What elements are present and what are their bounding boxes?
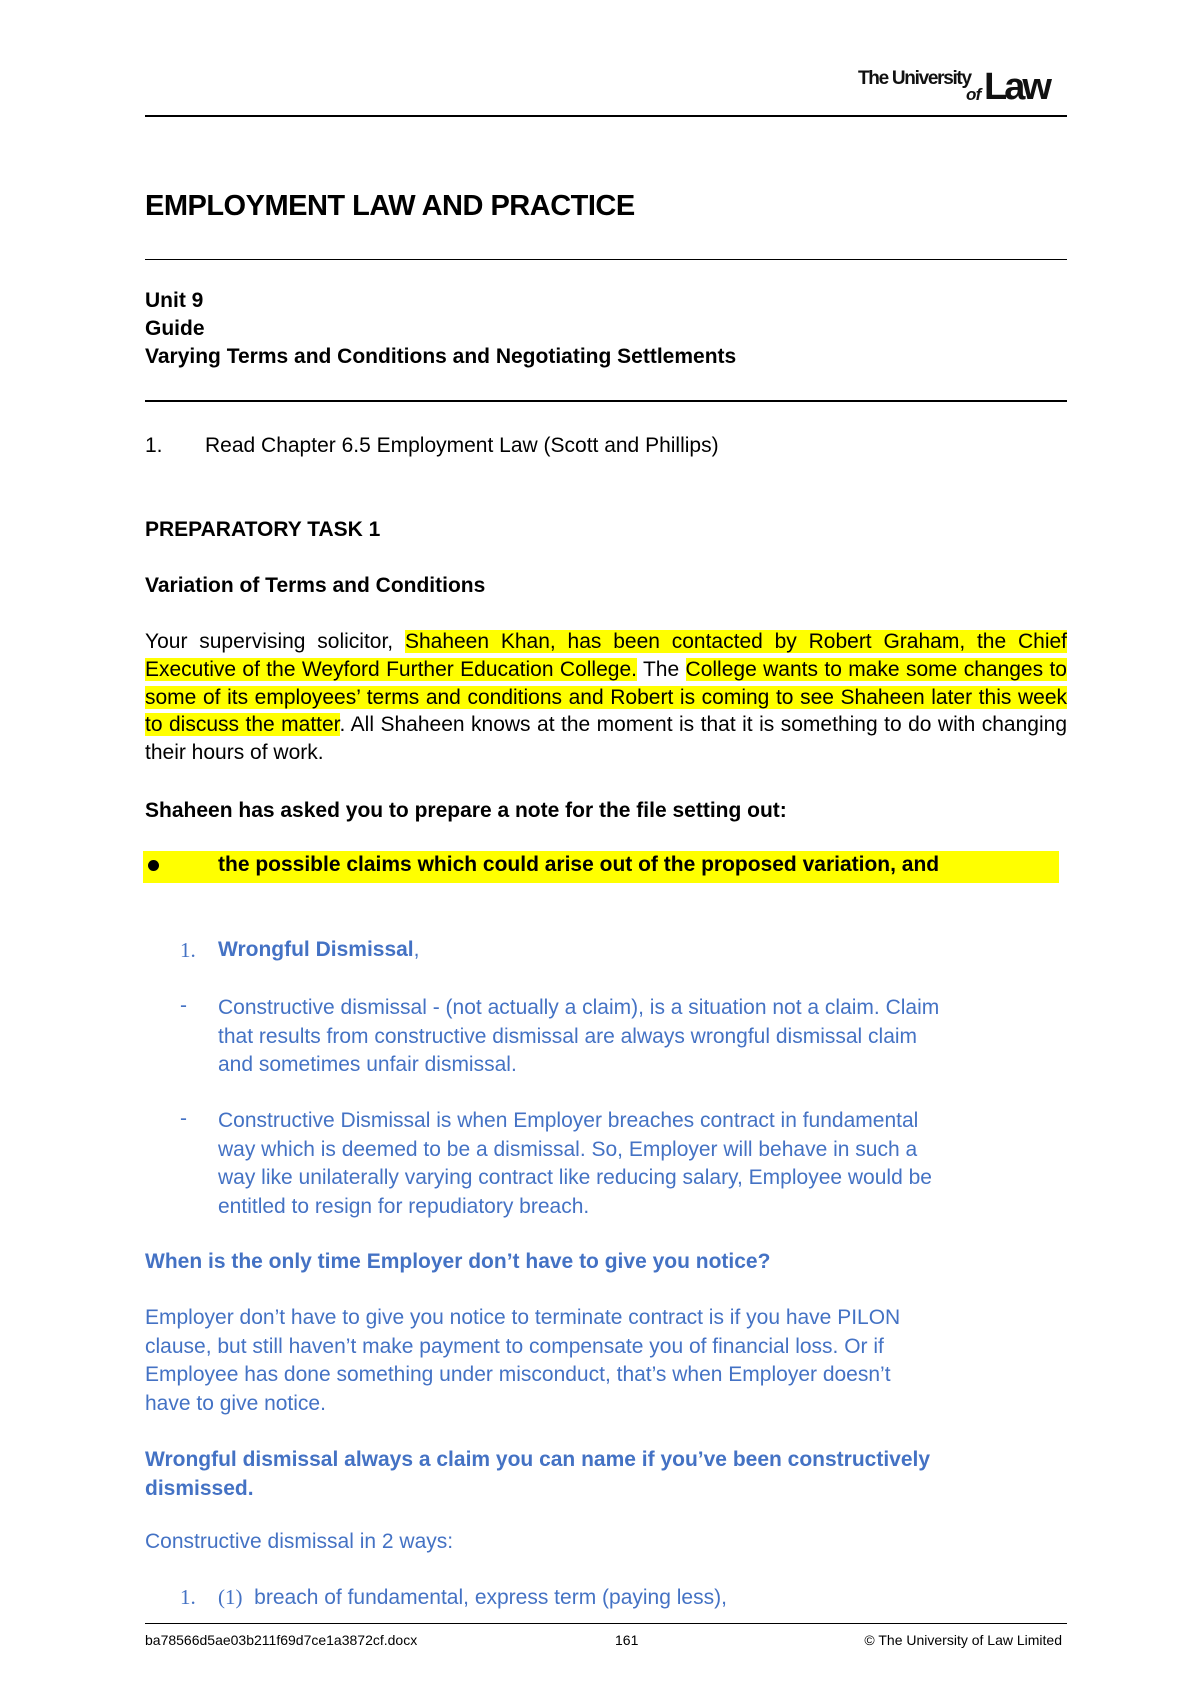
note-item-number: 1. xyxy=(180,938,196,962)
scenario-part3: The xyxy=(636,657,686,681)
way-item: (1) breach of fundamental, express term (paying less), xyxy=(218,1585,727,1609)
bullet-item xyxy=(143,851,1059,883)
unit-label: Unit 9 xyxy=(145,289,204,312)
dash-note-1: Constructive dismissal - (not actually a claim), is a situation not a claim. Claim that results from constructive dismissal are always wrongful dismissal claim and sometimes unfair dismissal. xyxy=(218,996,940,1076)
logo-line1: The University xyxy=(858,68,971,89)
footer-rule xyxy=(145,1623,1067,1624)
scenario-highlight-2: College wants to make some changes to some of its employees’ terms and conditions and Robert is coming to see Shaheen later this week to discuss the matter xyxy=(145,657,1067,737)
footer-filename: ba78566d5ae03b211f69d7ce1a3872cf.docx xyxy=(145,1632,418,1648)
dash-marker: - xyxy=(180,1107,187,1130)
page-title: EMPLOYMENT LAW AND PRACTICE xyxy=(145,190,635,222)
task-subheading: Variation of Terms and Conditions xyxy=(145,574,486,597)
task-heading: PREPARATORY TASK 1 xyxy=(145,518,381,541)
instruction-text: Shaheen has asked you to prepare a note for the file setting out: xyxy=(145,799,787,822)
note-item-title: Wrongful Dismissal, xyxy=(218,938,420,961)
way-number: 1. xyxy=(180,1585,196,1609)
guide-label: Guide xyxy=(145,317,205,340)
unit-rule xyxy=(145,400,1067,402)
scenario-highlight-1: Shaheen Khan, has been contacted by Robert Graham, the Chief Executive of the Weyford Further Education College. xyxy=(145,630,1067,681)
unit-subtitle: Varying Terms and Conditions and Negotiating Settlements xyxy=(145,345,737,368)
dash-marker: - xyxy=(180,994,187,1017)
scenario-part5: . All Shaheen knows at the moment is that it is something to do with changing their hours of work. xyxy=(145,713,1067,765)
footer-copyright: © The University of Law Limited xyxy=(864,1632,1062,1648)
title-rule xyxy=(145,259,1067,260)
reading-number: 1. xyxy=(145,434,163,457)
ways-heading: Constructive dismissal in 2 ways: xyxy=(145,1530,454,1553)
notice-answer: Employer don’t have to give you notice to terminate contract is if you have PILON clause, but still haven’t make payment to compensate you of financial loss. Or if Employee has done something under misconduct, that’s when Employer doesn’t have to give notice. xyxy=(145,1306,901,1415)
unit-block xyxy=(145,287,736,371)
scenario-part1: Your supervising solicitor, xyxy=(145,630,405,653)
dash-note-2: Constructive Dismissal is when Employer breaches contract in fundamental way which is deemed to be a dismissal. So, Employer will behave in such a way like unilaterally varying contract like reducing salary, Employee would be entitled to resign for repudiatory breach. xyxy=(218,1109,932,1218)
bold-statement: Wrongful dismissal always a claim you can name if you’ve been constructively dismissed. xyxy=(145,1448,931,1500)
logo-of: of xyxy=(966,85,981,104)
bullet-icon xyxy=(148,860,159,871)
scenario-paragraph xyxy=(145,628,1067,767)
footer-page-number: 161 xyxy=(615,1632,639,1648)
header-rule xyxy=(145,115,1067,117)
reading-text: Read Chapter 6.5 Employment Law (Scott and Phillips) xyxy=(205,434,719,457)
university-of-law-logo xyxy=(858,66,1068,110)
notice-question: When is the only time Employer don’t have to give you notice? xyxy=(145,1250,771,1273)
bullet-text: the possible claims which could arise out of the proposed variation, and xyxy=(218,853,940,876)
logo-law: Law xyxy=(984,66,1049,108)
